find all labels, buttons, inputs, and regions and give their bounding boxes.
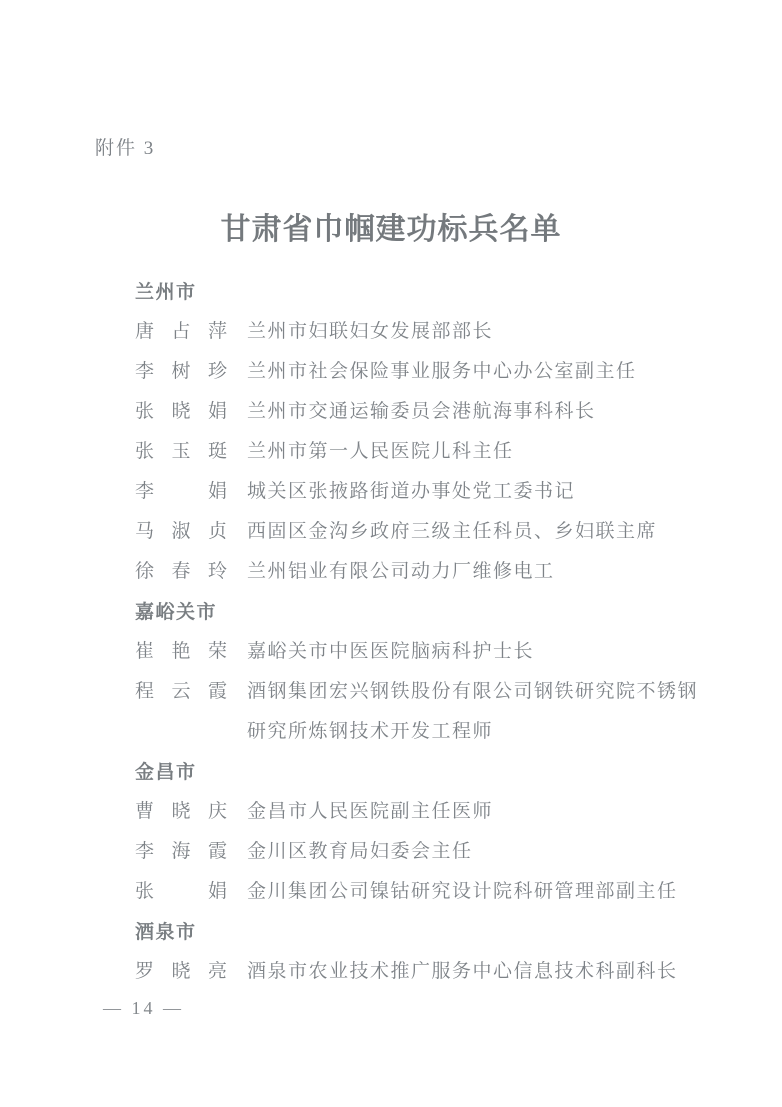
person-position: 城关区张掖路街道办事处党工委书记 (247, 481, 576, 502)
person-position: 金川集团公司镍钴研究设计院科研管理部副主任 (247, 881, 678, 902)
person-position: 兰州铝业有限公司动力厂维修电工 (247, 561, 555, 582)
city-header: 酒泉市 (135, 921, 197, 943)
roster-entry (135, 872, 715, 912)
roster-entry (135, 512, 715, 552)
person-position: 酒泉市农业技术推广服务中心信息技术科副科长 (247, 961, 678, 982)
roster-entry (135, 832, 715, 872)
person-position: 兰州市交通运输委员会港航海事科科长 (247, 401, 596, 422)
roster-entry (135, 792, 715, 832)
person-name: 罗晓亮 (135, 961, 227, 982)
city-header: 兰州市 (135, 281, 197, 303)
person-name: 李娟 (135, 481, 227, 502)
person-position: 金昌市人民医院副主任医师 (247, 801, 494, 822)
person-name: 李海霞 (135, 841, 227, 862)
person-position: 西固区金沟乡政府三级主任科员、乡妇联主席 (247, 521, 658, 542)
roster-entry (135, 952, 715, 992)
page-title: 甘肃省巾帼建功标兵名单 (220, 213, 562, 246)
attachment-label: 附件 3 (95, 138, 156, 159)
person-name: 马淑贞 (135, 521, 227, 542)
roster-entry (135, 632, 715, 672)
person-position: 兰州市社会保险事业服务中心办公室副主任 (247, 361, 637, 382)
roster-entry (135, 392, 715, 432)
person-position: 酒钢集团宏兴钢铁股份有限公司钢铁研究院不锈钢研究所炼钢技术开发工程师 (247, 681, 699, 742)
roster-entry (135, 352, 715, 392)
person-name: 张娟 (135, 881, 227, 902)
person-name: 唐占萍 (135, 321, 227, 342)
person-name: 徐春玲 (135, 561, 227, 582)
person-name: 崔艳荣 (135, 641, 227, 662)
roster-list (135, 272, 715, 992)
city-header: 嘉峪关市 (135, 601, 218, 623)
city-header: 金昌市 (135, 761, 197, 783)
person-name: 曹晓庆 (135, 801, 227, 822)
person-position: 兰州市第一人民医院儿科主任 (247, 441, 514, 462)
person-position: 金川区教育局妇委会主任 (247, 841, 473, 862)
person-position: 嘉峪关市中医医院脑病科护士长 (247, 641, 535, 662)
roster-entry (135, 552, 715, 592)
person-name: 张晓娟 (135, 401, 227, 422)
roster-entry (135, 472, 715, 512)
person-position: 兰州市妇联妇女发展部部长 (247, 321, 494, 342)
roster-entry (135, 672, 715, 752)
roster-entry (135, 432, 715, 472)
roster-entry (135, 312, 715, 352)
person-name: 张玉珽 (135, 441, 227, 462)
person-name: 李树珍 (135, 361, 227, 382)
person-name: 程云霞 (135, 681, 227, 702)
page-number: — 14 — (103, 998, 184, 1018)
